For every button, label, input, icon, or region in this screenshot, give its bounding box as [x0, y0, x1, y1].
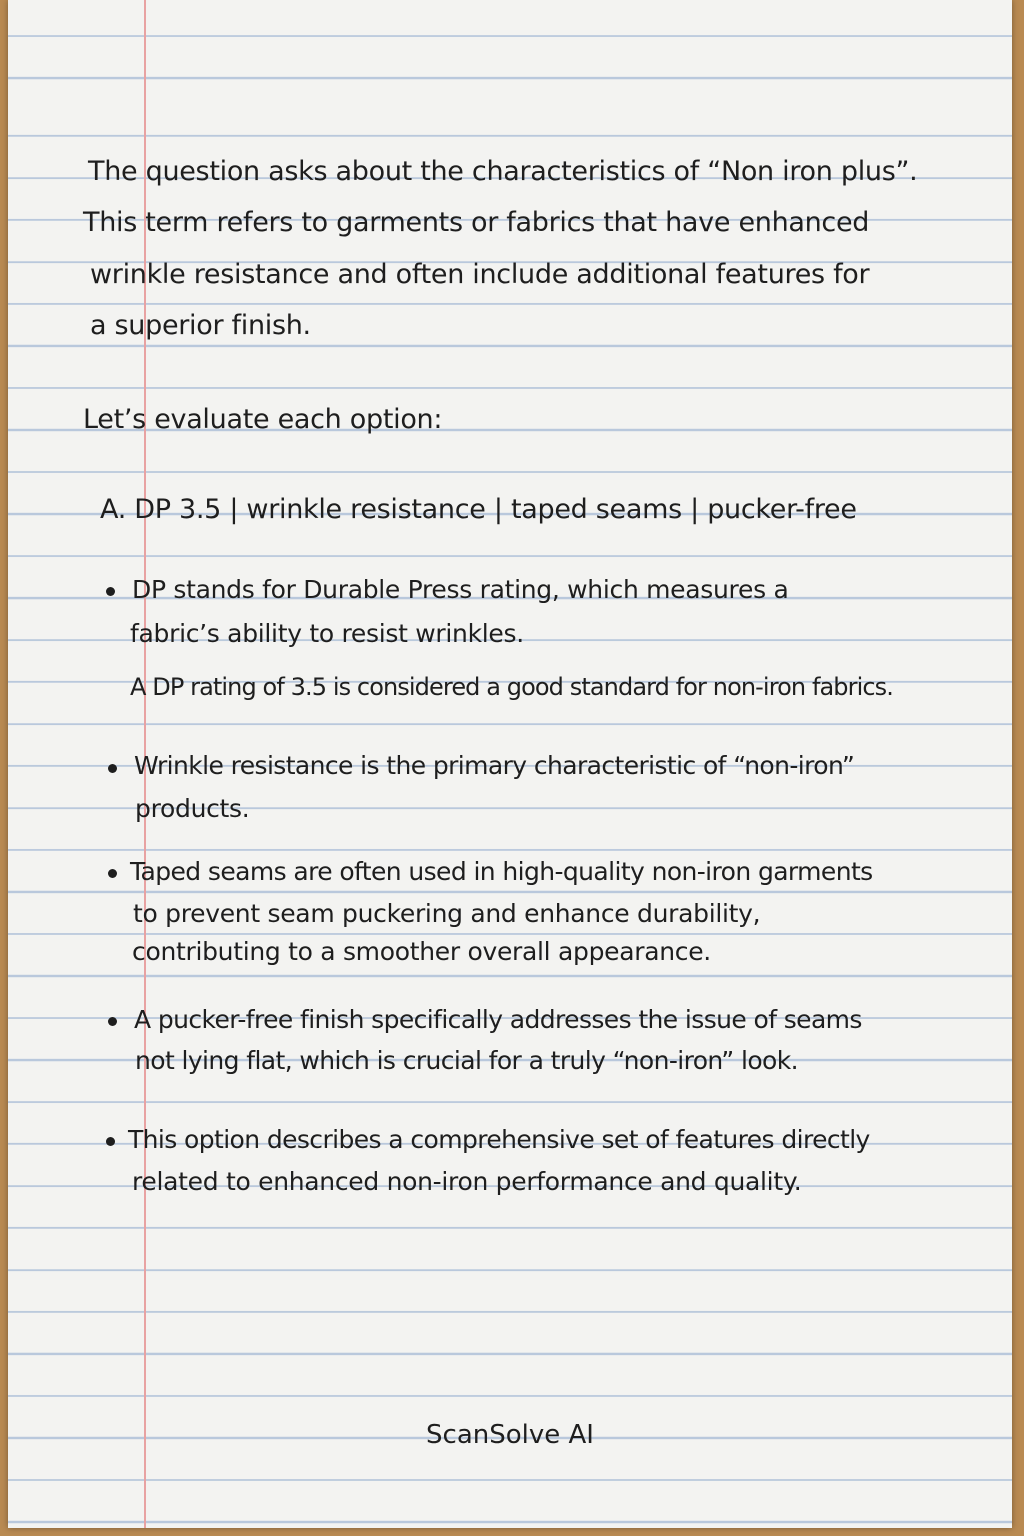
- footer-brand: ScanSolve AI: [426, 1420, 594, 1450]
- intro-line-2: This term refers to garments or fabrics that have enhanced: [83, 207, 870, 238]
- bullet-4-dot: [108, 1017, 117, 1026]
- option-a: A. DP 3.5 | wrinkle resistance | taped seams | pucker-free: [100, 494, 857, 525]
- bullet-3-dot: [108, 869, 117, 878]
- bullet-2-line-2: products.: [135, 794, 250, 823]
- notebook-paper: [8, 0, 1012, 1528]
- intro-line-3: wrinkle resistance and often include additional features for: [90, 259, 870, 290]
- bullet-4-line-1: A pucker-free finish specifically addresses the issue of seams: [134, 1005, 862, 1034]
- bullet-1-line-2: fabric’s ability to resist wrinkles.: [130, 619, 524, 648]
- bullet-1-line-1: DP stands for Durable Press rating, which measures a: [132, 575, 789, 604]
- intro-line-4: a superior finish.: [90, 310, 311, 341]
- bullet-4-line-2: not lying flat, which is crucial for a truly “non-iron” look.: [135, 1046, 798, 1075]
- bullet-1-line-3: A DP rating of 3.5 is considered a good standard for non-iron fabrics.: [130, 673, 894, 701]
- bullet-5-line-2: related to enhanced non-iron performance and quality.: [132, 1167, 802, 1196]
- bullet-2-line-1: Wrinkle resistance is the primary characteristic of “non-iron”: [134, 751, 855, 780]
- bullet-3-line-2: to prevent seam puckering and enhance durability,: [133, 899, 761, 928]
- intro-line-1: The question asks about the characteristics of “Non iron plus”.: [88, 156, 918, 187]
- bullet-5-line-1: This option describes a comprehensive set of features directly: [128, 1125, 870, 1154]
- bullet-2-dot: [108, 764, 117, 773]
- bullet-1-dot: [106, 587, 115, 596]
- bullet-3-line-3: contributing to a smoother overall appearance.: [132, 937, 711, 966]
- bullet-5-dot: [106, 1137, 115, 1146]
- bullet-3-line-1: Taped seams are often used in high-quality non-iron garments: [130, 857, 873, 886]
- evaluate-heading: Let’s evaluate each option:: [83, 404, 443, 435]
